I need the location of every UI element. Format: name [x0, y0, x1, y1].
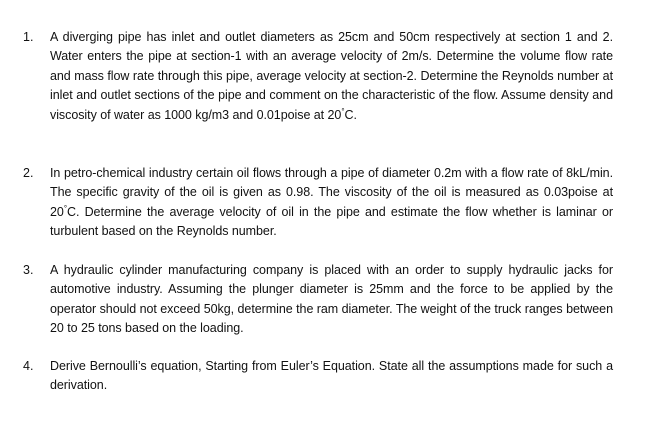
question-number: 2. [23, 166, 34, 180]
question-number: 1. [23, 30, 34, 44]
question-text: A hydraulic cylinder manufacturing company is placed with an order to supply hydraulic jacks for automotive industry. Assuming the plunger diameter is 25mm and the force to be applied by the operator should not exceed 50kg, determine the ram diameter. The weight of the truck ranges between 20 to 25 tons based on the loading. [50, 263, 613, 336]
question-text: Derive Bernoulli’s equation, Starting from Euler’s Equation. State all the assumptions made for such a derivation. [50, 359, 613, 393]
question-number: 3. [23, 263, 34, 277]
question-number: 4. [23, 359, 34, 373]
question-item [23, 261, 613, 339]
question-item [23, 28, 613, 125]
question-item [23, 357, 613, 396]
question-item [23, 164, 613, 242]
question-text: A diverging pipe has inlet and outlet diameters as 25cm and 50cm respectively at section 1 and 2. Water enters the pipe at section-1 with an average velocity of 2m/s. Determine the volume flow rate and mass flow rate through this pipe, average velocity at section-2. Determine the Reynolds number at inlet and outlet sections of the pipe and comment on the characteristic of the flow. Assume density and viscosity of water as 1000 kg/m3 and 0.01poise at 20°C. [50, 30, 613, 122]
question-text: In petro-chemical industry certain oil flows through a pipe of diameter 0.2m with a flow rate of 8kL/min. The specific gravity of the oil is given as 0.98. The viscosity of the oil is measured as 0.03poise at 20°C. Determine the average velocity of oil in the pipe and estimate the flow whether is laminar or turbulent based on the Reynolds number. [50, 166, 613, 239]
